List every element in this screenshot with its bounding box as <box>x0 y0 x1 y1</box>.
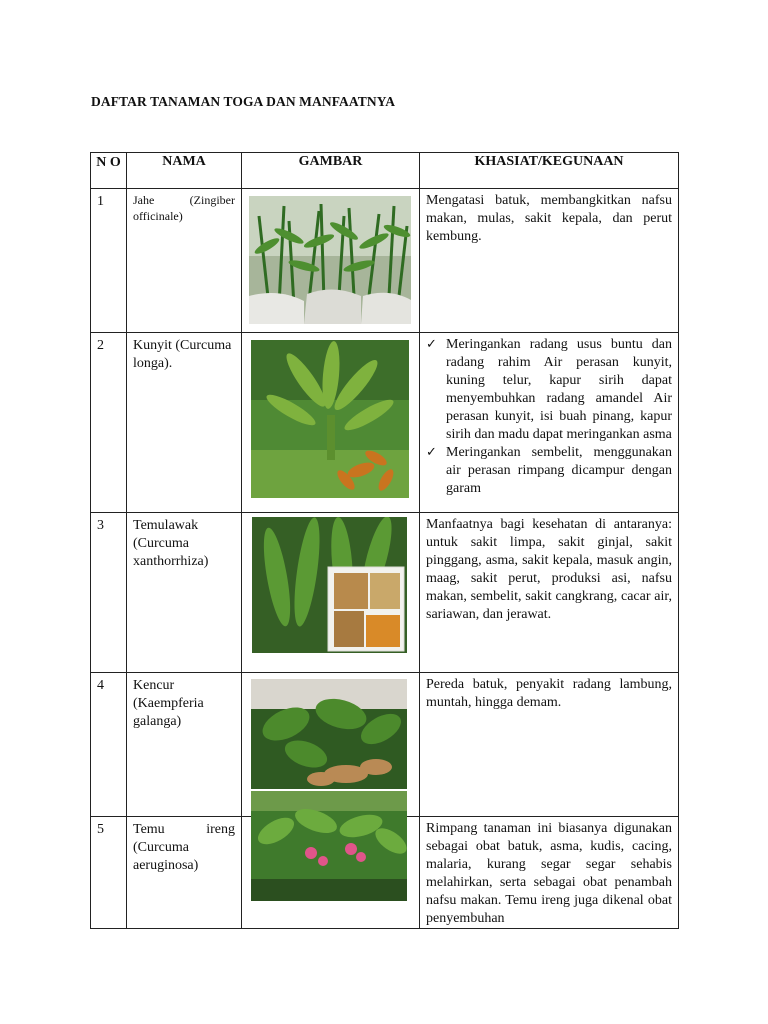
row-number: 1 <box>91 189 127 333</box>
plant-image-cell <box>242 817 420 929</box>
plant-name: Temu ireng (Curcuma aeruginosa) <box>127 817 242 929</box>
plant-benefit: Pereda batuk, penyakit radang lambung, muntah, hingga demam. <box>420 673 679 817</box>
plant-benefit: Manfaatnya bagi kesehatan di antaranya: untuk sakit limpa, sakit ginjal, sakit pinggang, asma, sakit kepala, masuk angin, maag, sakit perut, produksi asi, nafsu makan, sembelit, sakit cangkrang, cacar air, sariawan, dan jerawat. <box>420 513 679 673</box>
header-gambar: GAMBAR <box>242 153 420 189</box>
check-icon: ✓ <box>426 337 437 352</box>
header-khasiat: KHASIAT/KEGUNAAN <box>420 153 679 189</box>
kencur-plant-image <box>251 679 407 789</box>
plant-image-cell <box>242 333 420 513</box>
row-number: 4 <box>91 673 127 817</box>
plant-image-cell <box>242 189 420 333</box>
plant-name: Kencur (Kaempferia galanga) <box>127 673 242 817</box>
benefit-list <box>426 336 672 498</box>
plant-benefit: Rimpang tanaman ini biasanya digunakan sebagai obat batuk, asma, kudis, cacing, malaria, kurang segar segar sehabis melahirkan, serta sebagai obat penambah nafsu makan. Temu ireng juga dikenal obat penyembuhan <box>420 817 679 929</box>
plant-name: Temulawak (Curcuma xanthorrhiza) <box>127 513 242 673</box>
table-row <box>91 333 679 513</box>
row-number: 3 <box>91 513 127 673</box>
plant-name: Jahe (Zingiber officinale) <box>127 189 242 333</box>
header-nama: NAMA <box>127 153 242 189</box>
table-row <box>91 189 679 333</box>
table-row <box>91 513 679 673</box>
list-item: ✓ Meringankan sembelit, menggunakan air perasan rimpang dicampur dengan garam <box>426 445 672 496</box>
plant-image-cell <box>242 513 420 673</box>
row-number: 5 <box>91 817 127 929</box>
row-number: 2 <box>91 333 127 513</box>
check-icon: ✓ <box>426 445 437 460</box>
plant-benefit: Mengatasi batuk, membangkitkan nafsu makan, mulas, sakit kepala, dan perut kembung. <box>420 189 679 333</box>
page-title: DAFTAR TANAMAN TOGA DAN MANFAATNYA <box>91 94 396 109</box>
plant-name: Kunyit (Curcuma longa). <box>127 333 242 513</box>
temu-ireng-plant-image <box>251 791 407 901</box>
table-header-row <box>91 153 679 189</box>
header-no: N O <box>91 153 127 189</box>
kunyit-plant-image <box>251 340 409 498</box>
jahe-plant-image <box>249 196 411 324</box>
temulawak-plant-image <box>252 517 407 653</box>
table-row <box>91 817 679 929</box>
plant-benefit <box>420 333 679 513</box>
list-item: ✓ Meringankan radang usus buntu dan radang rahim Air perasan kunyit, kuning telur, kapur sirih dapat menyembuhkan radang amandel Air perasan kunyit, isi buah pinang, kapur sirih dan madu dapat meringankan asma <box>426 337 672 442</box>
plant-table <box>90 152 679 929</box>
